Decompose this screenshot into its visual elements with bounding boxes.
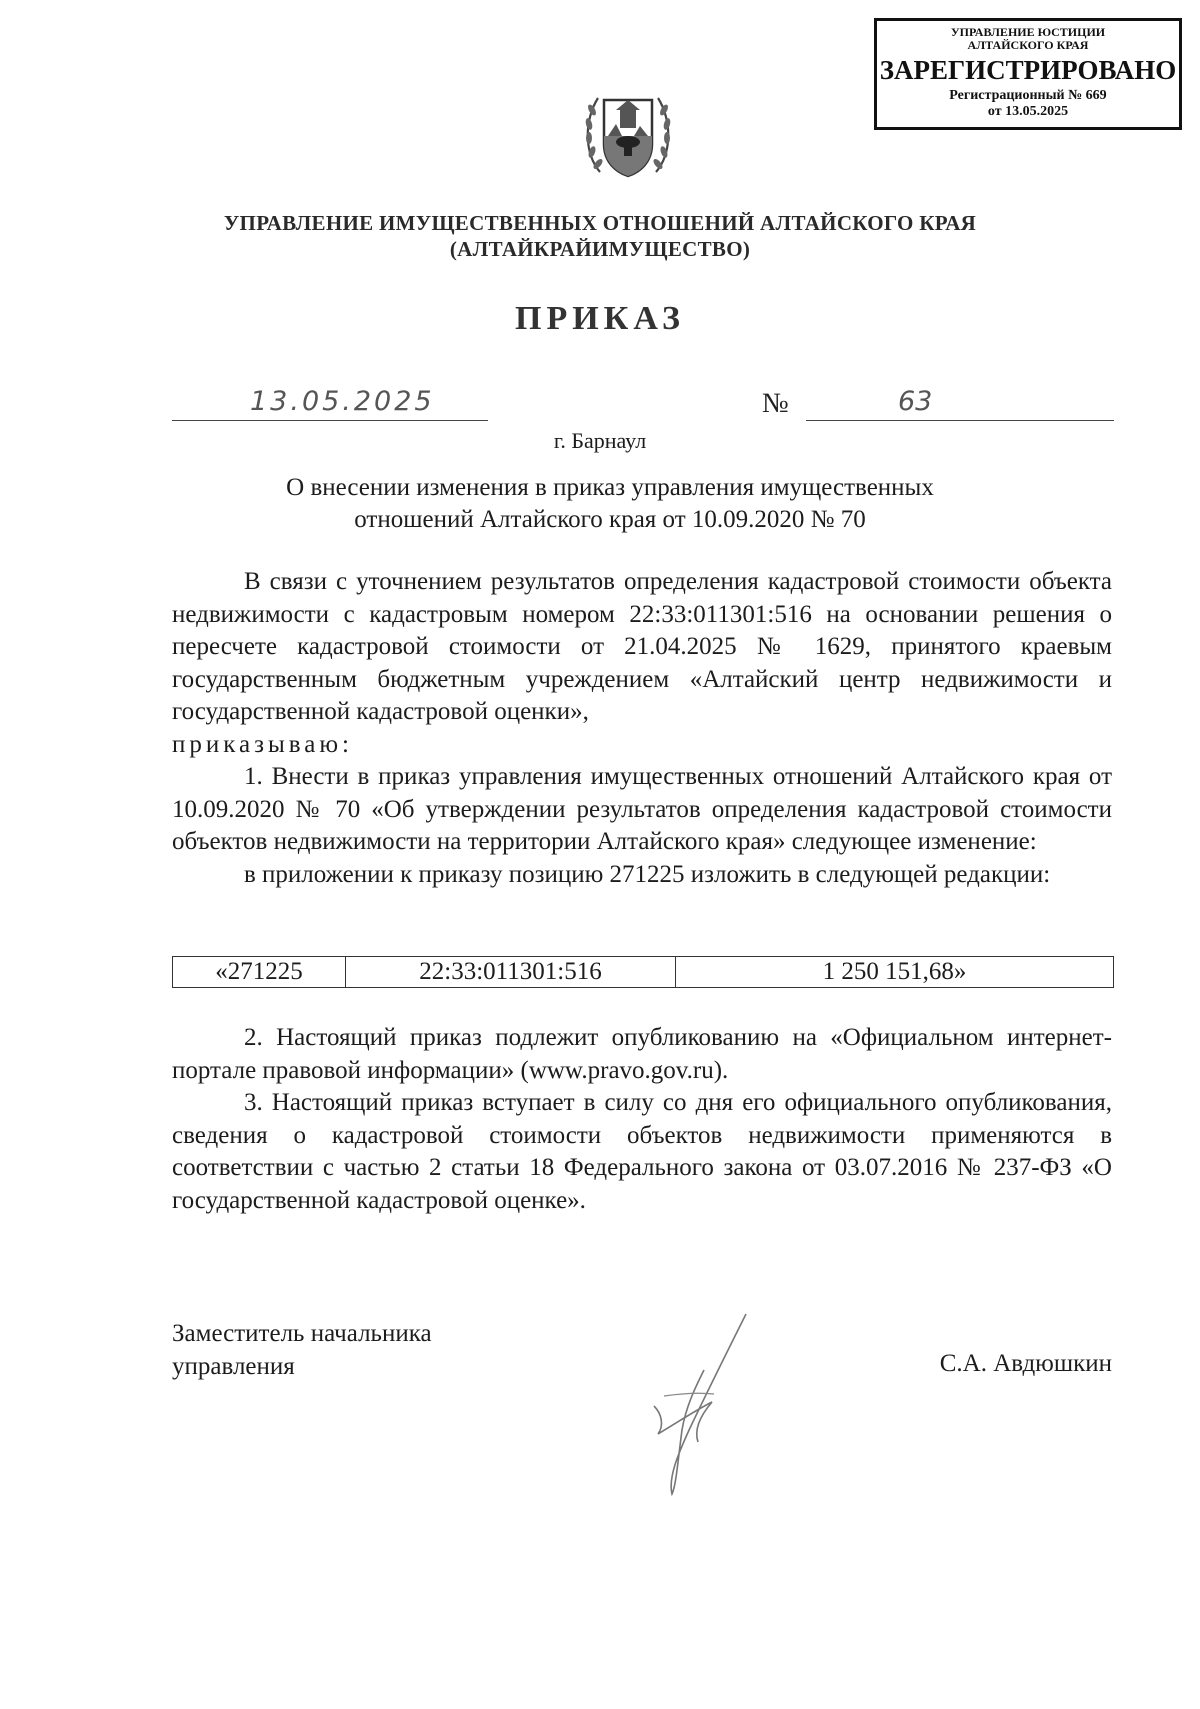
stamp-reg-date: от 13.05.2025 bbox=[987, 104, 1069, 119]
stamp-reg-number: Регистрационный № 669 bbox=[949, 88, 1107, 103]
signer-name: С.А. Авдюшкин bbox=[939, 1350, 1112, 1377]
handwritten-signature-icon bbox=[638, 1310, 758, 1500]
handwritten-number: 63 bbox=[898, 386, 933, 417]
cadastral-value-table bbox=[172, 956, 1114, 988]
city: г. Барнаул bbox=[553, 428, 647, 453]
registration-stamp bbox=[874, 18, 1182, 130]
handwritten-date: 13.05.2025 bbox=[250, 386, 435, 417]
item-2-paragraph: 2. Настоящий приказ подлежит опубликованию на «Официальном интернет-портале правовой информации» (www.pravo.gov.ru). bbox=[172, 1024, 1112, 1084]
number-sign: № bbox=[762, 388, 789, 419]
stamp-line2: АЛТАЙСКОГО КРАЯ bbox=[967, 38, 1089, 52]
number-underline bbox=[806, 392, 1114, 421]
organization-name: УПРАВЛЕНИЕ ИМУЩЕСТВЕННЫХ ОТНОШЕНИЙ АЛТАЙСКОГО КРАЯ bbox=[223, 211, 977, 235]
preamble-paragraph: В связи с уточнением результатов определения кадастровой стоимости объекта недвижимости с кадастровым номером 22:33:011301:516 на основании решения о пересчете кадастровой стоимости от 21.04.2025 № 1629, принятого краевым государственным бюджетным учреждением «Алтайский центр недвижимости и государственной кадастровой оценки», bbox=[172, 568, 1112, 725]
item-3-paragraph: 3. Настоящий приказ вступает в силу со дня его официального опубликования, сведения о кадастровой стоимости объектов недвижимости применяются в соответствии с частью 2 статьи 18 Федерального закона от 03.07.2016 № 237-ФЗ «О государственной кадастровой оценке». bbox=[172, 1089, 1112, 1214]
order-body-part2 bbox=[172, 1022, 1112, 1217]
stamp-status: ЗАРЕГИСТРИРОВАНО bbox=[879, 55, 1177, 85]
order-subject: О внесении изменения в приказ управления имущественных отношений Алтайского края от 10.09.2020 № 70 bbox=[286, 474, 934, 533]
altai-coat-of-arms-icon bbox=[580, 80, 676, 184]
signer-position bbox=[172, 1317, 432, 1383]
item-1-detail-paragraph: в приложении к приказу позицию 271225 изложить в следующей редакции: bbox=[244, 860, 1051, 888]
table-cell-cadastral-number: 22:33:011301:516 bbox=[346, 957, 676, 987]
signer-position-line1: Заместитель начальника bbox=[172, 1320, 432, 1347]
document-type-title: ПРИКАЗ bbox=[515, 300, 685, 337]
order-word: приказываю: bbox=[172, 730, 353, 758]
table-cell-position: «271225 bbox=[173, 957, 346, 987]
order-body-part1 bbox=[172, 566, 1112, 891]
item-1-paragraph: 1. Внести в приказ управления имущественных отношений Алтайского края от 10.09.2020 № 70 «Об утверждении результатов определения кадастровой стоимости объектов недвижимости на территории Алтайского края» следующее изменение: bbox=[172, 763, 1112, 855]
stamp-line1: УПРАВЛЕНИЕ ЮСТИЦИИ bbox=[950, 25, 1106, 39]
table-cell-value: 1 250 151,68» bbox=[822, 958, 967, 985]
signer-position-line2: управления bbox=[172, 1353, 295, 1380]
organization-short-name: (АЛТАЙКРАЙИМУЩЕСТВО) bbox=[449, 237, 751, 261]
